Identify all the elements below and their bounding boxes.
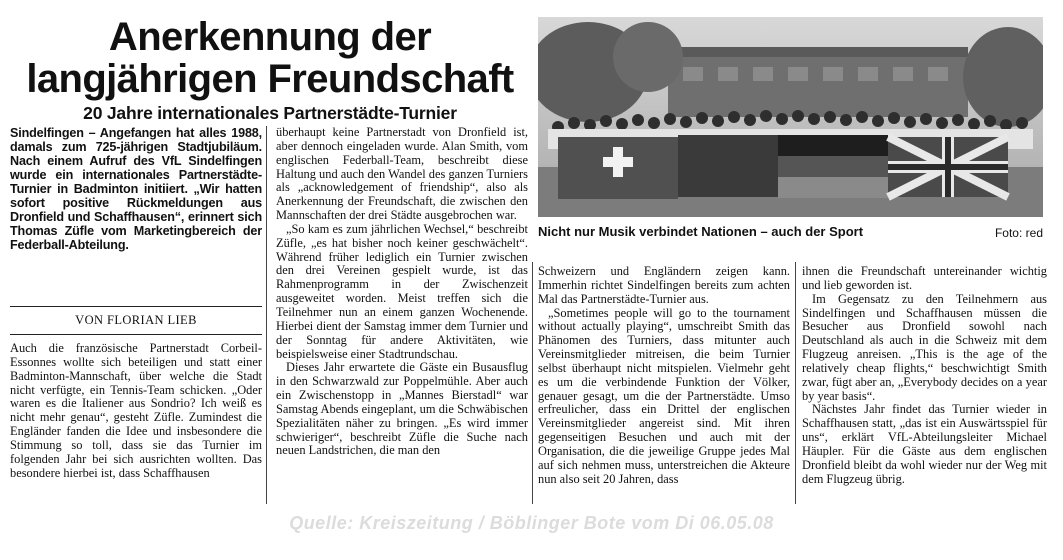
source-watermark: Quelle: Kreiszeitung / Böblinger Bote vom Di 06.05.08 — [289, 513, 774, 533]
body-paragraph: „Sometimes people will go to the tournament without actually playing“, umschreibt Smith das Phänomen des Turniers, dass mitunter auch Vereinsmitglieder mitreisen, die beim Turnier selbst überhaupt nicht mitspielen. Vielmehr geht es um die verbindende Funktion der Völker, genauer gesagt, um die der Partnerstädte. Umso erfreulicher, dass ein Drittel der englischen Vereinsmitglieder angereist sind. Mit ihren gegenseitigen Besuchen und auch mit der Organisation, die die jeweilige Gruppe jedes Mal auf sich nehmen muss, unterstreichen die Akteure nun also seit 20 Jahren, dass — [538, 305, 790, 486]
headline — [10, 16, 530, 100]
photo-credit: Foto: red — [994, 226, 1043, 240]
body-paragraph: Im Gegensatz zu den Teilnehmern aus Sindelfingen und Schaffhausen müssen die Besucher aus Dronfield sowohl nach Deutschland als auch in die Schweiz mit dem Flugzeug anreisen. „This is the age of the relatively cheap flights,“ beschwichtigt Smith zwar, fügt aber an, „Everybody decides on a year by year basis“. — [802, 291, 1047, 403]
column-divider — [266, 126, 267, 504]
body-paragraph: ihnen die Freundschaft untereinander wichtig und lieb geworden ist. — [802, 265, 1047, 292]
photo-illustration — [538, 17, 1043, 217]
lead-paragraph: Sindelfingen – Angefangen hat alles 1988, damals zum 725-jährigen Stadtjubiläum. Nach einem Aufruf des VfL Sindelfingen wurde ein internationales Partnerstädte-Turnier in Badminton initiiert. „Wir hatten sofort positive Rückmeldungen aus Dronfield und Schaffhausen“, erinnert sich Thomas Züfle vom Marketingbereich der Federball-Abteilung. — [10, 126, 262, 252]
team-group-photo — [538, 17, 1043, 217]
body-column-2 — [276, 126, 528, 507]
body-paragraph: Nächstes Jahr findet das Turnier wieder in Schaffhausen statt, „das ist ein Auswärtsspiel für uns“, erklärt VfL-Abteilungsleiter Michael Häupler. Für die Gäste aus dem englischen Dronfield bleibt da wohl wieder nur der Weg mit dem Flugzeug übrig. — [802, 402, 1047, 486]
body-column-4 — [802, 265, 1047, 507]
body-paragraph: überhaupt keine Partnerstadt von Dronfield ist, aber dennoch eingeladen wurde. Alan Smith, vom englischen Federball-Team, beschreibt diese Haltung und auch den Wandel des ganzen Turniers als „acknowledgement of friendship“, also als Anerkennung der Freundschaft, die zwischen den Mannschaften der drei Städte ausgebrochen war. — [276, 126, 528, 223]
column-divider — [532, 262, 533, 504]
body-paragraph: „So kam es zum jährlichen Wechsel,“ beschreibt Züfle, „es hat bisher noch keiner geschwächelt“. Während früher lediglich ein Turnier zwischen den drei Vereinen gespielt wurde, ist das Rahmenprogramm in der Zwischenzeit ausgeweitet worden. Meist treffen sich die Teilnehmer nun an einem ganzen Wochenende. Hierbei dient der Samstag immer dem Turnier und der Sonntag für andere Aktivitäten, wie beispielsweise einer Stadtrundschau. — [276, 221, 528, 361]
byline-rule-top — [10, 306, 262, 307]
body-paragraph: Schweizern und Engländern zeigen kann. Immerhin richtet Sindelfingen bereits zum achten Mal das Partnerstädte-Turnier aus. — [538, 265, 790, 306]
headline-line-2: langjährigen Freundschaft — [26, 57, 514, 101]
column-divider — [795, 262, 796, 504]
body-column-3 — [538, 265, 790, 507]
byline-rule-bottom — [10, 334, 262, 335]
body-column-1 — [10, 342, 262, 507]
headline-line-1: Anerkennung der — [108, 15, 432, 59]
subheadline: 20 Jahre internationales Partnerstädte-Turnier — [83, 103, 457, 123]
body-paragraph: Dieses Jahr erwartete die Gäste ein Busausflug in den Schwarzwald zur Poppelmühle. Aber auch ein Zwischenstopp in „Mannes Bierstadl“ war Samstag Abends eingeplant, um die Schwäbischen Spezialitäten näher zu bringen. „Es wird immer schwieriger“, beschreibt Züfle die Suche nach neuen Landstrichen, die man den — [276, 360, 528, 458]
byline: VON FLORIAN LIEB — [75, 313, 197, 327]
photo-caption: Nicht nur Musik verbindet Nationen – auch der Sport — [538, 224, 864, 239]
body-paragraph: Auch die französische Partnerstadt Corbeil-Essonnes wollte sich beteiligen und statt einer Badminton-Mannschaft, über welche die Stadt nicht verfügte, ein Tennis-Team schicken. „Oder waren es die Italiener aus Sondrio? Ich weiß es nicht mehr genau“, gesteht Züfle. Zumindest die Engländer fanden die Idee und insbesondere die Stimmung so toll, dass sie das Turnier im folgenden Jahr bei sich ausrichten wollten. Das besondere hierbei ist, dass Schaffhausen — [10, 342, 262, 480]
